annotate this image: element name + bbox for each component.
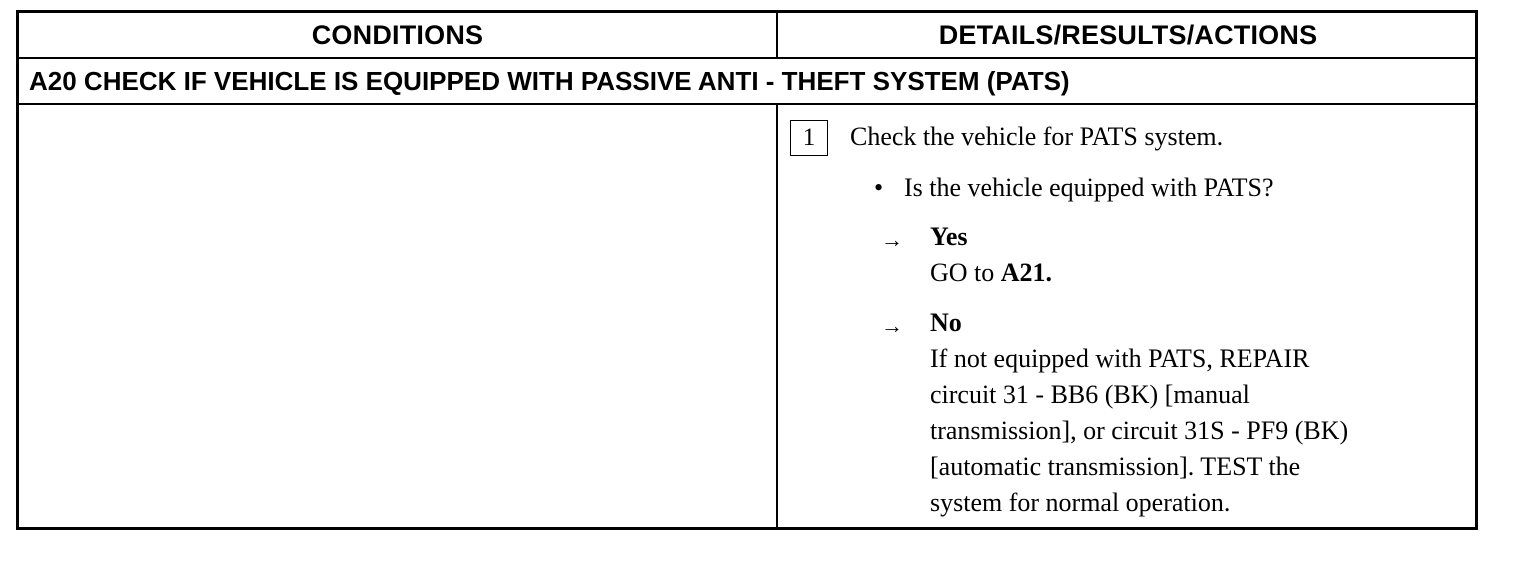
step-instruction: Check the vehicle for PATS system. bbox=[850, 122, 1224, 151]
no-action-line: system for normal operation. bbox=[930, 488, 1231, 517]
section-title: A20 CHECK IF VEHICLE IS EQUIPPED WITH PASSIVE ANTI - THEFT SYSTEM (PATS) bbox=[29, 65, 1070, 96]
column-divider-header bbox=[776, 13, 778, 59]
yes-action-prefix: GO to bbox=[930, 258, 1001, 287]
no-label: No bbox=[930, 308, 962, 337]
no-branch bbox=[930, 305, 1348, 521]
no-action-line: transmission], or circuit 31S - PF9 (BK) bbox=[930, 416, 1349, 445]
arrow-right-icon: → bbox=[881, 227, 903, 252]
question-item bbox=[874, 173, 1273, 203]
step-number-box: 1 bbox=[790, 120, 828, 156]
diagnostic-table bbox=[16, 10, 1478, 530]
no-action-line: [automatic transmission]. TEST the bbox=[930, 452, 1301, 481]
no-action-text bbox=[930, 341, 1348, 521]
no-action-line: circuit 31 - BB6 (BK) [manual bbox=[930, 380, 1250, 409]
arrow-right-icon: → bbox=[881, 313, 903, 338]
header-conditions: CONDITIONS bbox=[311, 19, 484, 50]
section-row bbox=[19, 59, 1475, 105]
details-cell bbox=[778, 105, 1478, 530]
header-details-results-actions: DETAILS/RESULTS/ACTIONS bbox=[938, 19, 1318, 50]
table-header-row bbox=[19, 13, 1475, 59]
yes-branch bbox=[930, 219, 1052, 291]
yes-action-target: A21. bbox=[1000, 258, 1053, 287]
yes-label: Yes bbox=[930, 222, 968, 251]
question-text: Is the vehicle equipped with PATS? bbox=[904, 173, 1274, 202]
no-action-line: If not equipped with PATS, REPAIR bbox=[930, 344, 1310, 373]
bullet-icon: • bbox=[874, 173, 884, 202]
